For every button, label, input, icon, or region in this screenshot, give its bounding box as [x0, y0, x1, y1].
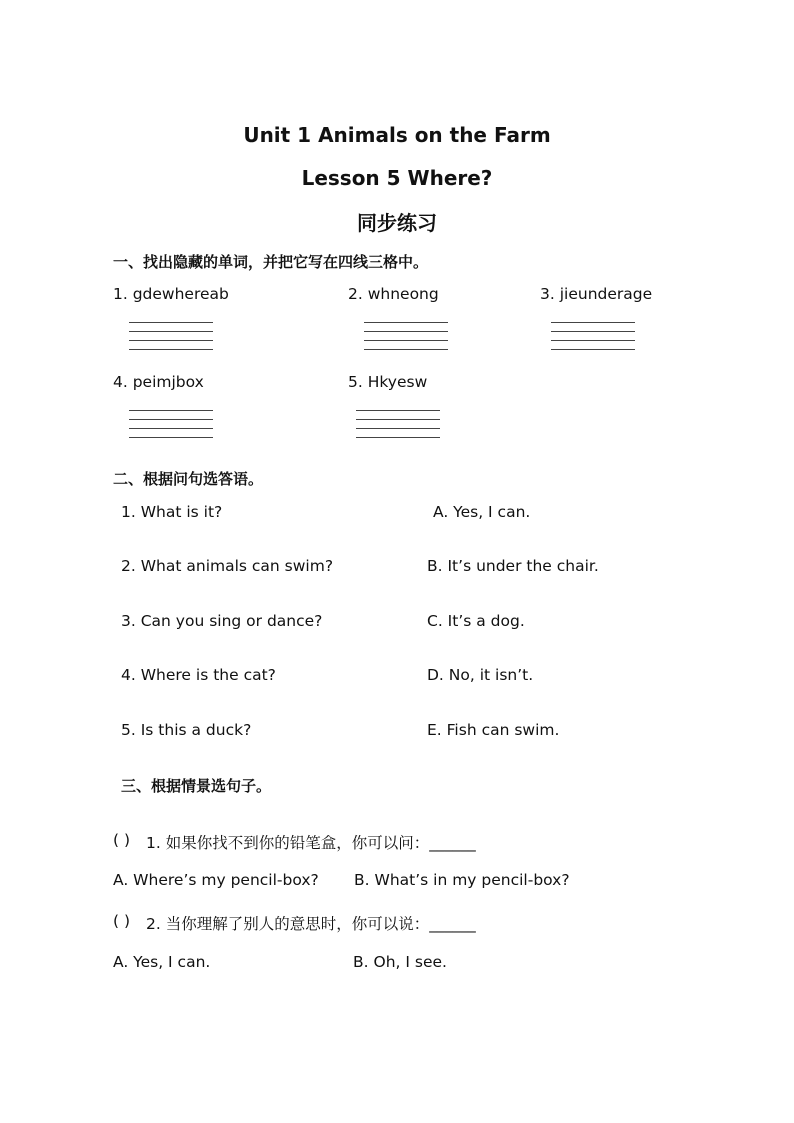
scrambled-word-4: 4. peimjbox: [113, 373, 204, 391]
option-2b: B. Oh, I see.: [353, 953, 447, 971]
answer-bracket-2[interactable]: ( ): [113, 912, 131, 930]
lesson-title: Lesson 5 Where?: [301, 166, 493, 190]
section-1-heading: 一、找出隐藏的单词，并把它写在四线三格中。: [113, 253, 429, 271]
writing-lines-3[interactable]: [551, 322, 635, 352]
writing-lines-4[interactable]: [129, 410, 213, 440]
scrambled-word-1: 1. gdewhereab: [113, 285, 229, 303]
page-title: Unit 1 Animals on the Farm: [243, 123, 551, 147]
option-1a: A. Where’s my pencil-box?: [113, 871, 319, 889]
answer-d: D. No, it isn’t.: [427, 666, 534, 684]
question-1: 1. What is it?: [121, 503, 223, 521]
section-2-heading: 二、根据问句选答语。: [113, 470, 264, 488]
writing-lines-1[interactable]: [129, 322, 213, 352]
option-2a: A. Yes, I can.: [113, 953, 211, 971]
exercise-subtitle: 同步练习: [357, 211, 437, 235]
answer-bracket-1[interactable]: ( ): [113, 831, 131, 849]
scrambled-word-2: 2. whneong: [348, 285, 439, 303]
option-1b: B. What’s in my pencil-box?: [354, 871, 570, 889]
answer-e: E. Fish can swim.: [427, 721, 560, 739]
question-2: 2. What animals can swim?: [121, 557, 334, 575]
writing-lines-5[interactable]: [356, 410, 440, 440]
question-5: 5. Is this a duck?: [121, 721, 252, 739]
answer-c: C. It’s a dog.: [427, 612, 525, 630]
scrambled-word-3: 3. jieunderage: [540, 285, 653, 303]
answer-b: B. It’s under the chair.: [427, 557, 599, 575]
situation-question-2: 2. 当你理解了别人的意思时，你可以说：______: [146, 915, 476, 933]
writing-lines-2[interactable]: [364, 322, 448, 352]
answer-a: A. Yes, I can.: [433, 503, 531, 521]
situation-question-1: 1. 如果你找不到你的铅笔盒，你可以问：______: [146, 834, 476, 852]
scrambled-word-5: 5. Hkyesw: [348, 373, 428, 391]
question-4: 4. Where is the cat?: [121, 666, 276, 684]
question-3: 3. Can you sing or dance?: [121, 612, 323, 630]
section-3-heading: 三、根据情景选句子。: [121, 777, 272, 795]
